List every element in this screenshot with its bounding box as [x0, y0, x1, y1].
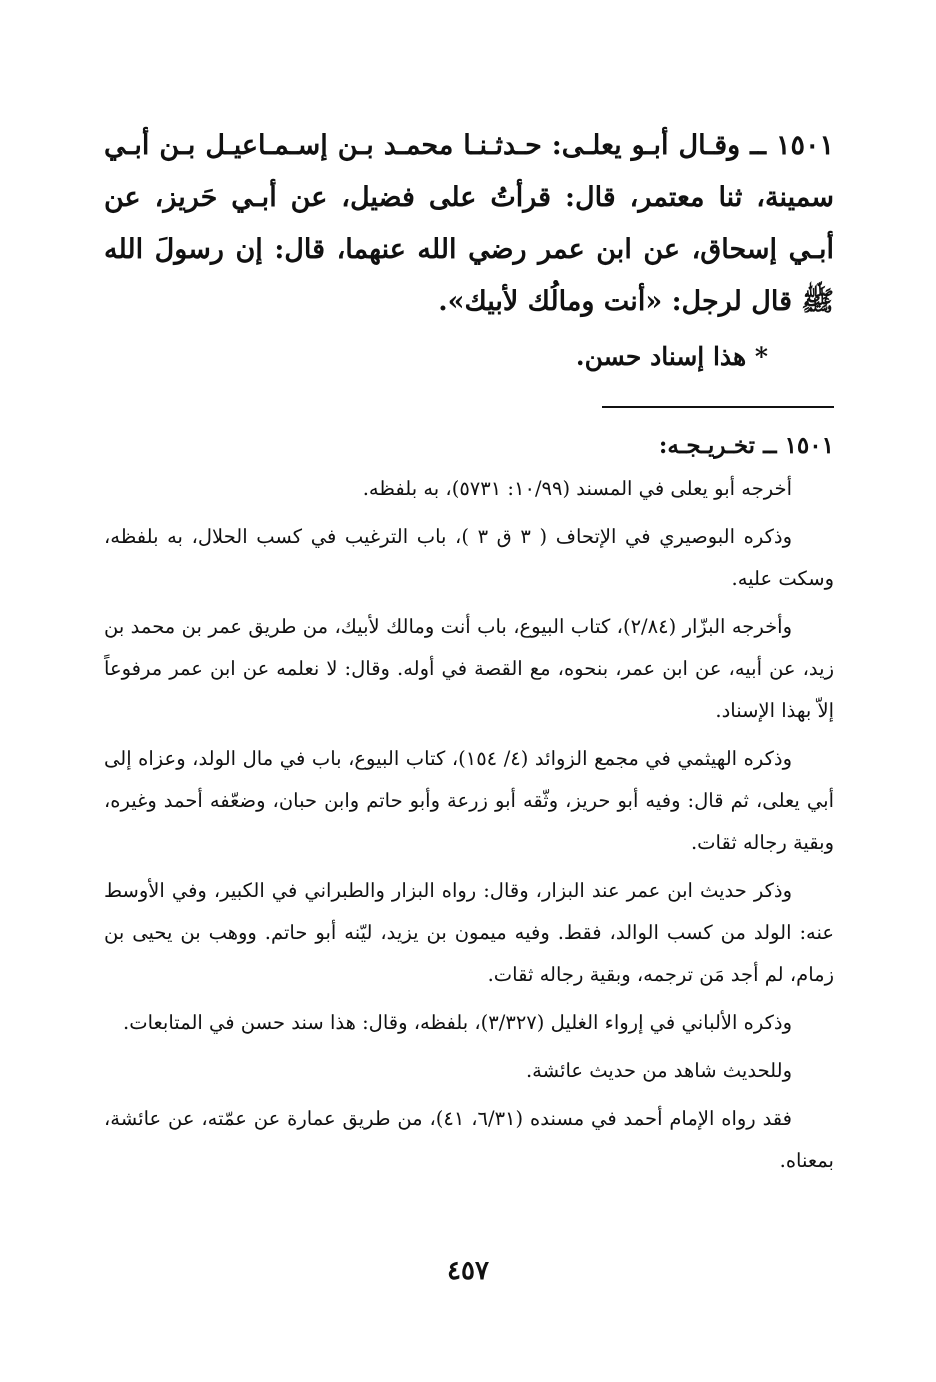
takhrij-paragraph: وللحديث شاهد من حديث عائشة.: [525, 1059, 792, 1082]
takhrij-paragraph: وذكره الألباني في إرواء الغليل (٣/٣٢٧)، بلفظه، وقال: هذا سند حسن في المتابعات.: [123, 1011, 792, 1034]
takhrij-heading: ١٥٠١ ــ تخـريـجـه:: [658, 432, 834, 459]
footnote-divider: [602, 406, 834, 408]
hadith-text: ١٥٠١ ــ وقـال أبـو يعلـى: حـدثـنـا محمـد بـن إسـمـاعيـل بـن أبـي سمينة، ثنا معتمر، قال: قرأتُ على فضيل، عن أبـي حَريز، عن أبـي إسحاق، عن ابن عمر رضي الله عنهما، قال: إن رسولَ الله ﷺ قال لرجل: «أنت ومالُك لأبيك».: [104, 130, 834, 317]
takhrij-paragraph: أخرجه أبو يعلى في المسند (١٠/٩٩: ٥٧٣١)، به بلفظه.: [362, 477, 792, 500]
takhrij-paragraph: فقد رواه الإمام أحمد في مسنده (٦/٣١، ٤١)، من طريق عمارة عن عمّته، عن عائشة، بمعناه.: [104, 1107, 834, 1172]
takhrij-paragraph: وذكر حديث ابن عمر عند البزار، وقال: رواه البزار والطبراني في الكبير، وفي الأوسط عنه: الولد من كسب الوالد، فقط. وفيه ميمون بن يزيد، ليّنه أبو حاتم. ووهب بن يحيى بن زمام، لم أجد مَن ترجمه، وبقية رجاله ثقات.: [104, 879, 834, 986]
document-page: [104, 120, 834, 1188]
page-number: ٤٥٧: [447, 1256, 489, 1286]
takhrij-paragraph: وذكره البوصيري في الإتحاف ( ٣ ق ٣ )، باب الترغيب في كسب الحلال، به بلفظه، وسكت عليه.: [104, 525, 834, 590]
isnad-verdict: * هذا إسناد حسن.: [575, 342, 768, 371]
takhrij-paragraph: وأخرجه البزّار (٢/٨٤)، كتاب البيوع، باب أنت ومالك لأبيك، من طريق عمر بن محمد بن زيد، عن أبيه، عن ابن عمر، بنحوه، مع القصة في أوله. وقال: لا نعلمه عن ابن عمر مرفوعاً إلاّ بهذا الإسناد.: [104, 615, 834, 722]
takhrij-paragraph: وذكره الهيثمي في مجمع الزوائد (٤/ ١٥٤)، كتاب البيوع، باب في مال الولد، وعزاه إلى أبي يعلى، ثم قال: وفيه أبو حريز، وثّقه أبو زرعة وأبو حاتم وابن حبان، وضعّفه أحمد وغيره، وبقية رجاله ثقات.: [104, 747, 834, 854]
hadith-block: [104, 120, 834, 380]
takhrij-section: [104, 426, 834, 1182]
